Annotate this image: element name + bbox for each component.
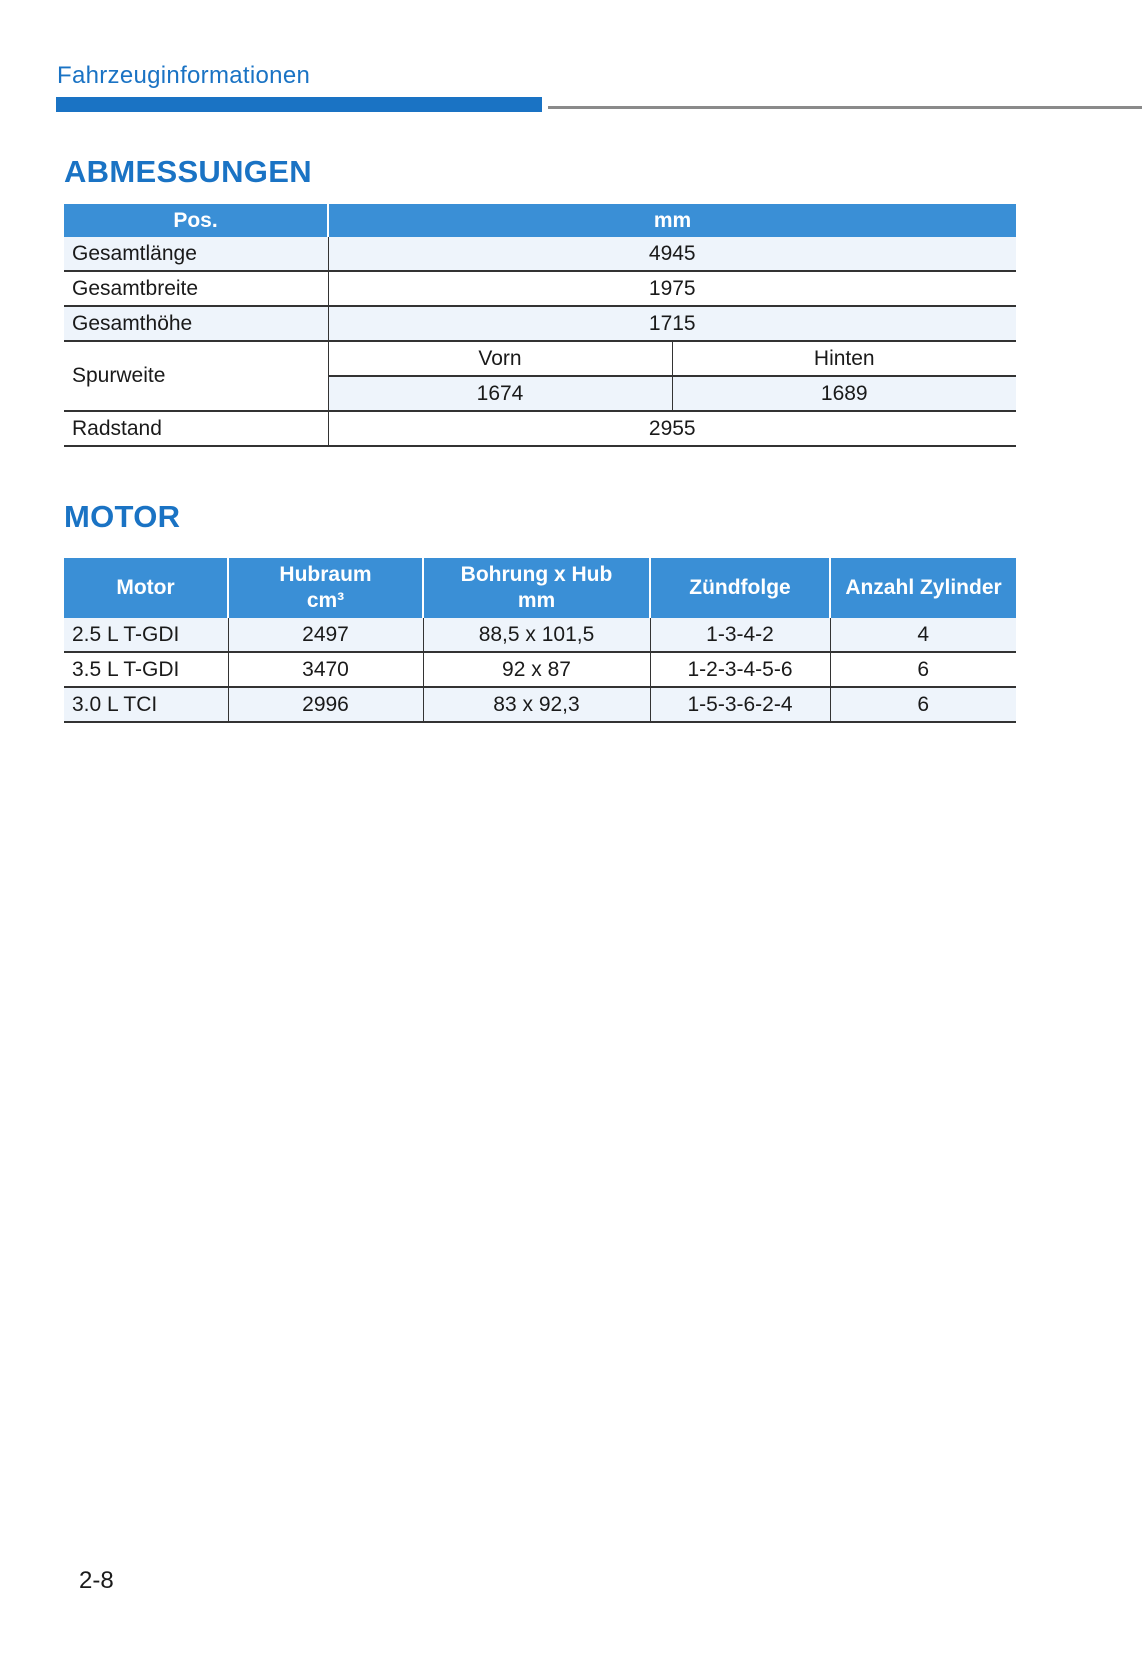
row-value: 2955	[328, 411, 1016, 446]
cell-motor: 2.5 L T-GDI	[64, 618, 228, 652]
header-hubraum-label: Hubraum	[279, 563, 372, 586]
cell-hubraum: 2996	[228, 687, 423, 722]
row-value: 1975	[328, 271, 1016, 306]
header-rule	[548, 106, 1142, 109]
cell-bohrung: 92 x 87	[423, 652, 650, 687]
spurweite-label: Spurweite	[64, 341, 328, 411]
spurweite-front-label: Vorn	[328, 341, 672, 376]
spurweite-rear-value: 1689	[672, 376, 1016, 411]
cell-zylinder: 4	[830, 618, 1016, 652]
header-zylinder: Anzahl Zylinder	[830, 558, 1016, 618]
cell-hubraum: 2497	[228, 618, 423, 652]
header-pos: Pos.	[64, 204, 328, 237]
table-row	[64, 306, 1016, 341]
cell-zuendfolge: 1-5-3-6-2-4	[650, 687, 830, 722]
spurweite-front-value: 1674	[328, 376, 672, 411]
cell-hubraum: 3470	[228, 652, 423, 687]
header-hubraum-unit: cm³	[306, 589, 345, 612]
cell-motor: 3.0 L TCI	[64, 687, 228, 722]
row-value: 1715	[328, 306, 1016, 341]
spurweite-rear-label: Hinten	[672, 341, 1016, 376]
section-title-abmessungen: ABMESSUNGEN	[64, 154, 312, 189]
cell-motor: 3.5 L T-GDI	[64, 652, 228, 687]
header-motor: Motor	[64, 558, 228, 618]
table-row	[64, 237, 1016, 271]
header-mm: mm	[328, 204, 1016, 237]
row-label: Gesamtbreite	[64, 271, 328, 306]
page-number: 2-8	[79, 1567, 114, 1594]
chapter-title: Fahrzeuginformationen	[57, 62, 311, 89]
table-row	[64, 687, 1016, 722]
cell-zuendfolge: 1-2-3-4-5-6	[650, 652, 830, 687]
dimensions-table	[64, 204, 1016, 447]
header-hubraum	[228, 558, 423, 618]
cell-zylinder: 6	[830, 652, 1016, 687]
cell-zylinder: 6	[830, 687, 1016, 722]
table-row	[64, 271, 1016, 306]
row-label: Radstand	[64, 411, 328, 446]
table-row	[64, 411, 1016, 446]
header-bohrung-unit: mm	[517, 589, 556, 612]
dimensions-header-row	[64, 204, 1016, 237]
header-bohrung	[423, 558, 650, 618]
header-bohrung-label: Bohrung x Hub	[460, 563, 613, 586]
table-row	[64, 341, 1016, 376]
engine-header-row	[64, 558, 1016, 618]
cell-bohrung: 88,5 x 101,5	[423, 618, 650, 652]
row-label: Gesamtlänge	[64, 237, 328, 271]
table-row	[64, 618, 1016, 652]
row-value: 4945	[328, 237, 1016, 271]
engine-table	[64, 558, 1016, 723]
row-label: Gesamthöhe	[64, 306, 328, 341]
header-accent-bar	[56, 97, 542, 112]
section-title-motor: MOTOR	[64, 499, 181, 534]
cell-bohrung: 83 x 92,3	[423, 687, 650, 722]
header-zuendfolge: Zündfolge	[650, 558, 830, 618]
cell-zuendfolge: 1-3-4-2	[650, 618, 830, 652]
table-row	[64, 652, 1016, 687]
